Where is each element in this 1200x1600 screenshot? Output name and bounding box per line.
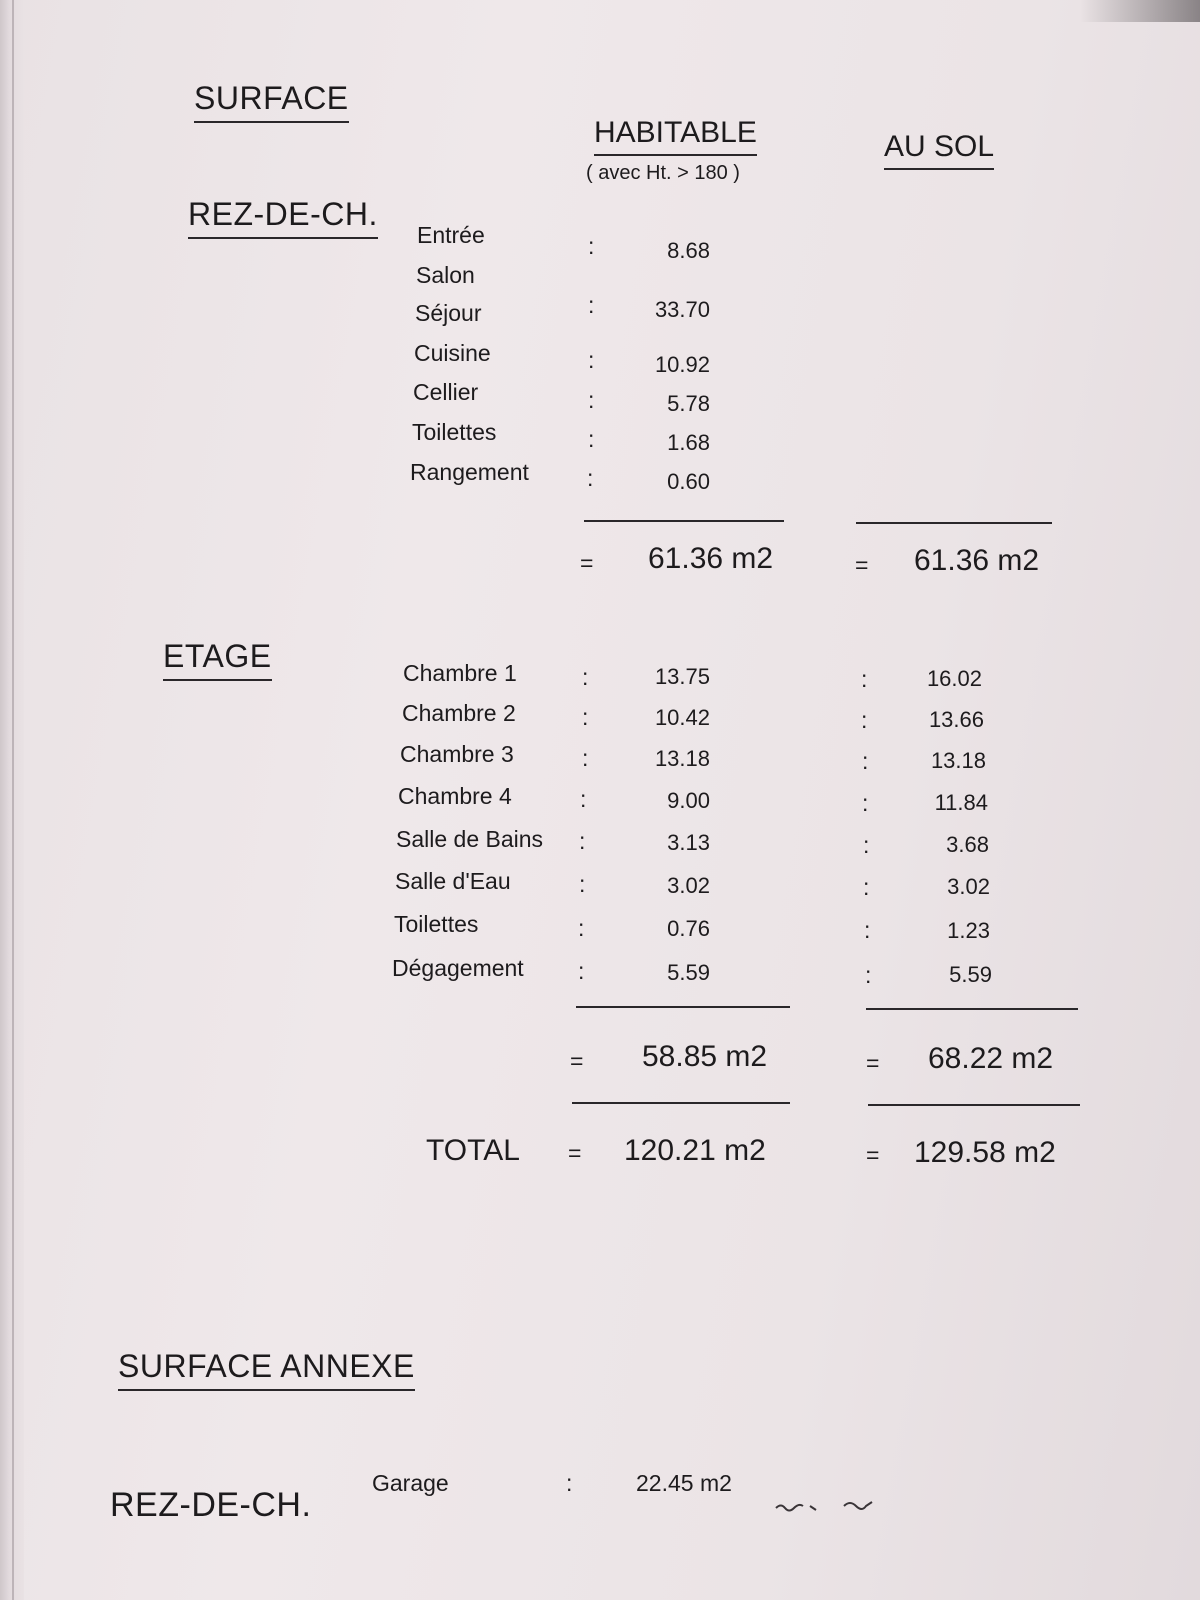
etage-equals-sign: = xyxy=(570,1048,584,1074)
etage-colon: : xyxy=(580,786,587,812)
rdc-room-name: Cuisine xyxy=(414,340,491,366)
rdc-habitable-value: 8.68 xyxy=(667,238,710,263)
etage-colon: : xyxy=(578,915,585,941)
etage-colon: : xyxy=(861,666,868,692)
rdc-colon: : xyxy=(588,347,595,373)
etage-colon: : xyxy=(582,704,589,730)
etage-room-name: Chambre 2 xyxy=(402,700,516,726)
etage-room-name: Dégagement xyxy=(392,955,524,981)
rdc-equals-sign: = xyxy=(855,552,869,578)
rdc-room-name: Rangement xyxy=(410,459,529,485)
etage-habitable-value: 3.02 xyxy=(667,873,710,898)
rdc-colon: : xyxy=(587,465,594,491)
etage-colon: : xyxy=(582,664,589,690)
annexe-level-label: REZ-DE-CH. xyxy=(110,1486,312,1524)
etage-subtotal-habitable: 58.85 m2 xyxy=(642,1040,768,1073)
total-habitable-rule xyxy=(572,1102,790,1104)
etage-au-sol-value: 3.68 xyxy=(946,832,989,857)
etage-colon: : xyxy=(864,917,871,943)
etage-room-name: Salle de Bains xyxy=(396,826,544,852)
total-habitable-value: 120.21 m2 xyxy=(624,1134,766,1167)
rdc-colon: : xyxy=(588,387,595,413)
total-label: TOTAL xyxy=(426,1134,520,1167)
etage-au-sol-value: 1.23 xyxy=(947,918,990,943)
rez-de-chaussee-label: REZ-DE-CH. xyxy=(188,196,378,239)
etage-colon: : xyxy=(582,745,589,771)
total-equals-sign: = xyxy=(568,1140,582,1166)
etage-habitable-value: 5.59 xyxy=(667,960,710,985)
etage-au-sol-value: 13.18 xyxy=(930,748,986,773)
etage-room-name: Chambre 4 xyxy=(398,783,512,809)
total-au-sol-rule xyxy=(868,1104,1080,1106)
etage-au-sol-value: 16.02 xyxy=(926,666,982,691)
rdc-colon: : xyxy=(588,292,595,318)
etage-colon: : xyxy=(863,832,870,858)
etage-habitable-value: 13.18 xyxy=(654,746,710,771)
rdc-habitable-value: 5.78 xyxy=(667,391,710,416)
etage-label: ETAGE xyxy=(163,638,272,681)
ink-scribble xyxy=(774,1496,884,1518)
au-sol-column-header: AU SOL xyxy=(884,130,994,170)
etage-au-sol-value: 13.66 xyxy=(928,707,984,732)
total-equals-sign: = xyxy=(866,1142,880,1168)
rdc-habitable-value: 1.68 xyxy=(667,430,710,455)
total-au-sol-value: 129.58 m2 xyxy=(914,1136,1056,1169)
rdc-equals-sign: = xyxy=(580,550,594,576)
annexe-room-name: Garage xyxy=(372,1470,449,1496)
etage-subtotal-au-sol: 68.22 m2 xyxy=(928,1042,1054,1075)
etage-habitable-value: 0.76 xyxy=(667,916,710,941)
etage-au-sol-value: 3.02 xyxy=(947,874,990,899)
etage-equals-sign: = xyxy=(866,1050,880,1076)
etage-room-name: Salle d'Eau xyxy=(395,868,511,894)
etage-habitable-value: 3.13 xyxy=(667,830,710,855)
rdc-habitable-value: 33.70 xyxy=(654,297,710,322)
etage-colon: : xyxy=(862,748,869,774)
paper-edge xyxy=(0,0,24,1600)
annexe-colon: : xyxy=(566,1470,573,1496)
rdc-room-name: Toilettes xyxy=(412,419,497,445)
etage-colon: : xyxy=(863,874,870,900)
etage-room-name: Toilettes xyxy=(394,911,479,937)
surface-title: SURFACE xyxy=(194,80,349,123)
etage-habitable-value: 10.42 xyxy=(654,705,710,730)
rdc-room-name: Salon xyxy=(416,262,475,288)
rdc-au-sol-rule xyxy=(856,522,1052,524)
rdc-habitable-value: 10.92 xyxy=(654,352,710,377)
etage-colon: : xyxy=(579,871,586,897)
rdc-room-name: Séjour xyxy=(415,300,482,326)
rdc-room-name: Cellier xyxy=(413,379,479,405)
etage-habitable-value: 13.75 xyxy=(654,664,710,689)
etage-colon: : xyxy=(579,828,586,854)
etage-au-sol-rule xyxy=(866,1008,1078,1010)
annexe-garage-value: 22.45 m2 xyxy=(636,1470,732,1496)
etage-au-sol-value: 5.59 xyxy=(949,962,992,987)
rdc-subtotal-habitable: 61.36 m2 xyxy=(648,542,774,575)
etage-habitable-rule xyxy=(576,1006,790,1008)
rdc-habitable-rule xyxy=(584,520,784,522)
rdc-colon: : xyxy=(588,426,595,452)
etage-colon: : xyxy=(862,790,869,816)
rdc-subtotal-au-sol: 61.36 m2 xyxy=(914,544,1040,577)
etage-colon: : xyxy=(578,958,585,984)
etage-colon: : xyxy=(861,707,868,733)
etage-room-name: Chambre 3 xyxy=(400,741,514,767)
rdc-colon: : xyxy=(588,233,595,259)
etage-au-sol-value: 11.84 xyxy=(934,790,988,815)
etage-colon: : xyxy=(865,962,872,988)
rdc-habitable-value: 0.60 xyxy=(667,469,710,494)
surface-annexe-title: SURFACE ANNEXE xyxy=(118,1348,415,1391)
etage-room-name: Chambre 1 xyxy=(403,660,517,686)
rdc-room-name: Entrée xyxy=(417,222,485,248)
corner-shadow xyxy=(1080,0,1200,22)
etage-habitable-value: 9.00 xyxy=(667,788,710,813)
habitable-column-header: HABITABLE xyxy=(594,116,757,156)
habitable-height-note: ( avec Ht. > 180 ) xyxy=(586,162,740,184)
